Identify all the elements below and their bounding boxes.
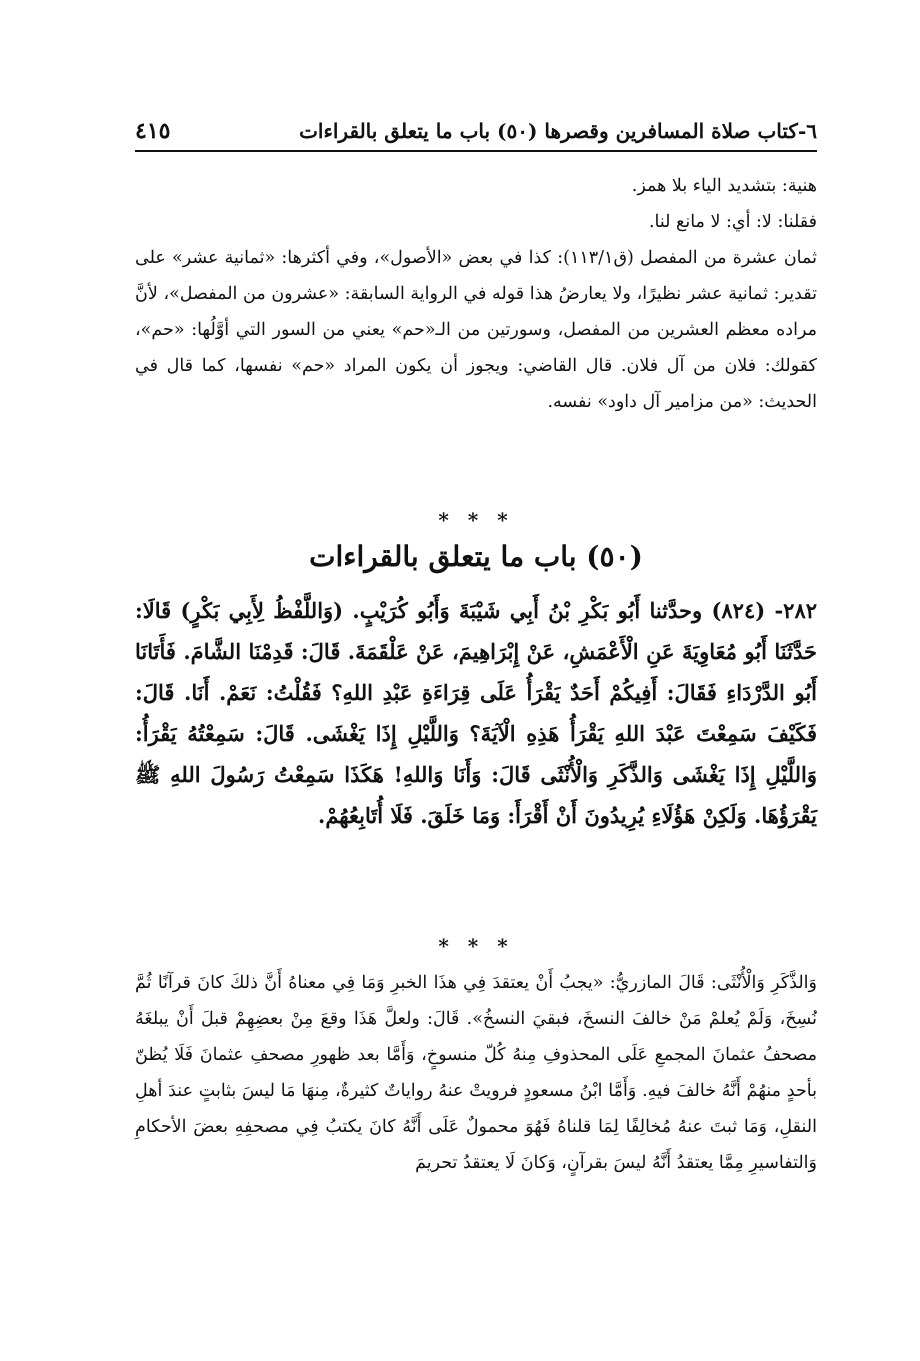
separator-stars: * * * [438,508,514,532]
chapter-title: (٥٠) باب ما يتعلق بالقراءات [309,540,643,573]
top-notes [135,168,817,420]
commentary-text [135,965,817,1181]
note-line: فقلنا: لا: أي: لا مانع لنا. [648,212,817,232]
running-title: ٦-كتاب صلاة المسافرين وقصرها (٥٠) باب ما يتعلق بالقراءات [299,119,817,143]
note-paragraph: ثمان عشرة من المفصل (ق١١٣/١): كذا في بعض «الأصول»، وفي أكثرها: «ثمانية عشر» على تقدير: ثمانية عشر نظيرًا، ولا يعارضُ هذا قوله في الرواية السابقة: «عشرون من المفصل»، لأنَّ مراده معظم العشرين من المفصل، وسورتين من الـ«حم» يعني من السور التي أوَّلُها: «حم»، كقولك: فلان من آل فلان. قال القاضي: ويجوز أن يكون المراد «حم» نفسها، كما قال في الحديث: «من مزامير آل داود» نفسه. [135,248,817,412]
separator-stars: * * * [438,934,514,958]
commentary-paragraph: وَالذَّكَرِ وَالْأُنْثَى: قَالَ المازريُّ: «يجبُ أَنْ يعتقدَ فِي هذَا الخبرِ وَمَا فِي معناهُ أَنَّ ذلكَ كانَ قرآنًا ثُمَّ نُسِخَ، وَلَمْ يُعلمْ مَنْ خالفَ النسخَ، فبقيَ النسخُ». قَالَ: ولعلَّ هَذَا وقعَ مِنْ بعضِهِمْ قبلَ أَنْ يبلغَهُ مصحفُ عثمانَ المجمعِ عَلَى المحذوفِ مِنهُ كُلّ منسوخٍ، وَأَمَّا بعد ظهورِ مصحفِ عثمانَ فَلَا يُظنّ بأحدٍ منهُمْ أَنَّهُ خالفَ فيهِ. وَأَمَّا ابْنُ مسعودٍ فرويتْ عنهُ رواياتٌ كثيرةٌ، مِنهَا مَا ليسَ بثابتٍ عندَ أهلِ النقلِ، وَمَا ثبتَ عنهُ مُخالِفًا لِمَا قلناهُ فَهُوَ محمولٌ عَلَى أَنَّهُ كانَ يكتبُ فِي مصحفِهِ بعضَ الأحكامِ وَالتفاسيرِ مِمَّا يعتقدُ أَنَّهُ ليسَ بقرآنٍ، وَكانَ لَا يعتقدُ تحريمَ [135,973,817,1173]
hadith-paragraph: ٢٨٢- (٨٢٤) وحدَّثنا أَبُو بَكْرِ بْنُ أَبِي شَيْبَةَ وَأَبُو كُرَيْبٍ. (وَاللَّفْظُ لِأَبِي بَكْرٍ) قَالَا: حَدَّثَنَا أَبُو مُعَاوِيَةَ عَنِ الْأَعْمَشِ، عَنْ إِبْرَاهِيمَ، عَنْ عَلْقَمَةَ. قَالَ: قَدِمْنَا الشَّامَ. فَأَتَانَا أَبُو الدَّرْدَاءِ فَقَالَ: أَفِيكُمْ أَحَدٌ يَقْرَأُ عَلَى قِرَاءَةِ عَبْدِ اللهِ؟ فَقُلْتُ: نَعَمْ. أَنَا. قَالَ: فَكَيْفَ سَمِعْتَ عَبْدَ اللهِ يَقْرَأُ هَذِهِ الْآيَةَ؟ وَاللَّيْلِ إِذَا يَغْشَى. قَالَ: سَمِعْتُهُ يَقْرَأُ: وَاللَّيْلِ إِذَا يَغْشَى وَالذَّكَرِ وَالْأُنْثَى قَالَ: وَأَنَا وَاللهِ! هَكَذَا سَمِعْتُ رَسُولَ اللهِ ﷺ يَقْرَؤُهَا. وَلَكِنْ هَؤُلَاءِ يُرِيدُونَ أَنْ أَقْرَأَ: وَمَا خَلَقَ. فَلَا أُتَابِعُهُمْ. [135,598,818,828]
page-number: ٤١٥ [135,118,171,144]
hadith-text [135,590,817,836]
page-header [135,118,817,152]
note-line: هنية: بتشديد الياء بلا همز. [631,176,817,196]
